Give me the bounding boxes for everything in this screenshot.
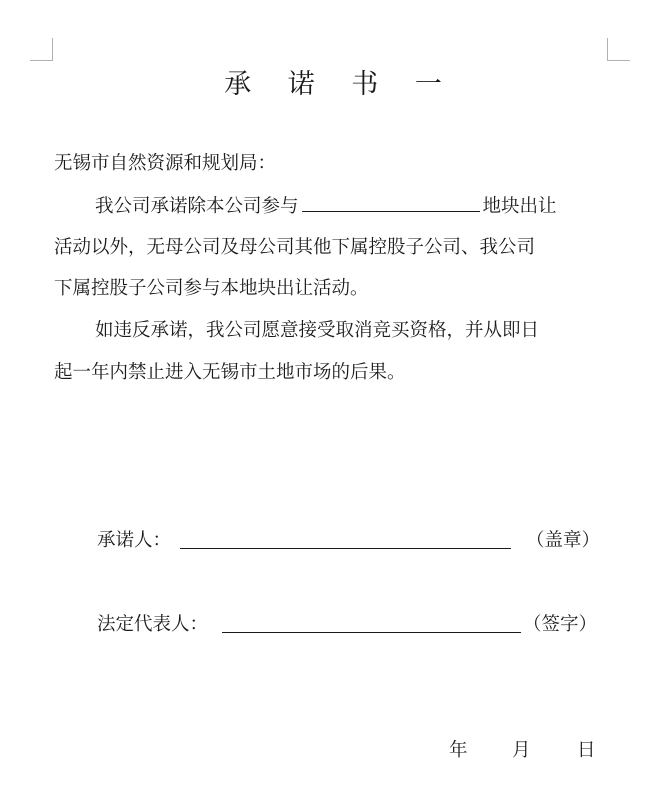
paragraph-2-line-2: 起一年内禁止进入无锡市土地市场的后果。 — [54, 362, 406, 383]
legal-rep-signature-line[interactable] — [222, 632, 521, 633]
date-day: 日 — [577, 740, 596, 761]
salutation: 无锡市自然资源和规划局： — [54, 153, 277, 174]
legal-rep-label: 法定代表人： — [97, 614, 209, 635]
paragraph-1-text-before-blank: 我公司承诺除本公司参与 — [95, 196, 299, 217]
parcel-name-blank[interactable] — [302, 191, 480, 212]
document-title: 承 诺 书 一 — [224, 69, 456, 100]
paragraph-1-line-3: 下属控股子公司参与本地块出让活动。 — [54, 278, 369, 299]
promisor-signature-line[interactable] — [180, 548, 511, 549]
paragraph-1-line-1 — [54, 186, 614, 228]
paragraph-1-line-2: 活动以外，无母公司及母公司其他下属控股子公司、我公司 — [54, 237, 536, 258]
paragraph-2-line-1: 如违反承诺，我公司愿意接受取消竞买资格，并从即日 — [95, 320, 540, 341]
date-month: 月 — [512, 740, 531, 761]
paragraph-1-text-after-blank: 地块出让 — [482, 196, 557, 217]
page-corner-mark-right — [607, 38, 630, 61]
promisor-label: 承诺人： — [97, 530, 172, 551]
page-corner-mark-left — [30, 38, 53, 61]
promisor-seal-note: （盖章） — [526, 530, 601, 551]
date-year: 年 — [449, 740, 468, 761]
legal-rep-sign-note: （签字） — [523, 614, 598, 635]
